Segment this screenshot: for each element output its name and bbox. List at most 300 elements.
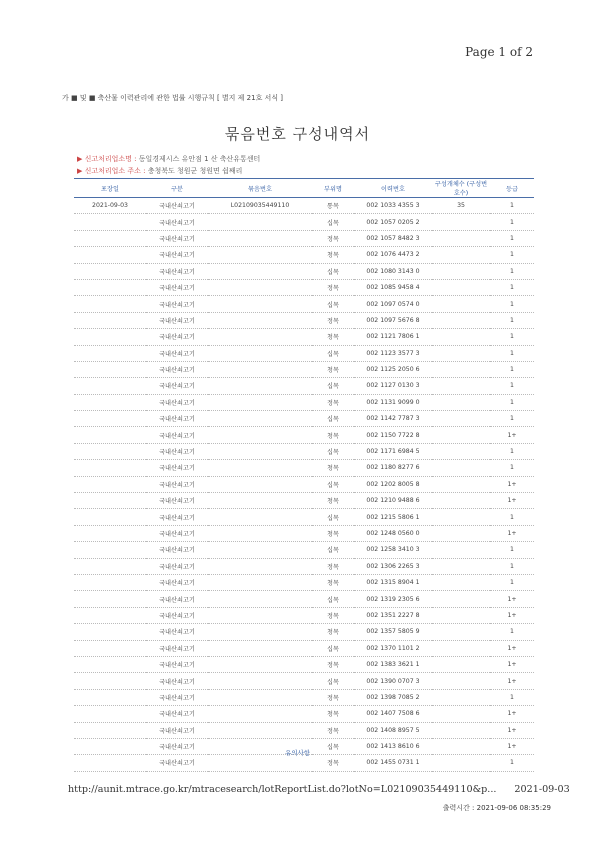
cell-count bbox=[432, 460, 490, 476]
cell-count bbox=[432, 673, 490, 689]
cell-part-name: 청목 bbox=[312, 427, 354, 443]
cell-lot-number bbox=[208, 345, 312, 361]
cell-pack-date bbox=[74, 230, 146, 246]
cell-pack-date bbox=[74, 722, 146, 738]
cell-part-name: 십목 bbox=[312, 640, 354, 656]
cell-grade: 1 bbox=[490, 394, 534, 410]
cell-part-name: 십목 bbox=[312, 738, 354, 754]
cell-category: 국내산쇠고기 bbox=[146, 198, 208, 214]
cell-pack-date bbox=[74, 460, 146, 476]
print-time-value: 2021-09-06 08:35:29 bbox=[476, 804, 551, 812]
table-row bbox=[74, 247, 534, 263]
cell-grade: 1 bbox=[490, 755, 534, 771]
cell-lot-number bbox=[208, 673, 312, 689]
cell-lot-number bbox=[208, 279, 312, 295]
cell-count bbox=[432, 329, 490, 345]
cell-lot-number bbox=[208, 214, 312, 230]
cell-trace-number: 002 1142 7787 3 bbox=[354, 411, 432, 427]
cell-count bbox=[432, 394, 490, 410]
cell-trace-number: 002 1057 0205 2 bbox=[354, 214, 432, 230]
cell-lot-number bbox=[208, 574, 312, 590]
header-lot-number: 묶음번호 bbox=[208, 179, 312, 198]
print-time-label: 출력시간 : bbox=[442, 804, 475, 812]
cell-count bbox=[432, 706, 490, 722]
cell-count bbox=[432, 656, 490, 672]
cell-trace-number: 002 1315 8904 1 bbox=[354, 574, 432, 590]
law-reference bbox=[62, 93, 283, 103]
table-row bbox=[74, 312, 534, 328]
cell-trace-number: 002 1171 6984 5 bbox=[354, 443, 432, 459]
cell-grade: 1+ bbox=[490, 722, 534, 738]
cell-pack-date bbox=[74, 361, 146, 377]
cell-trace-number: 002 1455 0731 1 bbox=[354, 755, 432, 771]
cell-category: 국내산쇠고기 bbox=[146, 738, 208, 754]
cell-lot-number bbox=[208, 706, 312, 722]
cell-category: 국내산쇠고기 bbox=[146, 656, 208, 672]
cell-lot-number bbox=[208, 411, 312, 427]
cell-lot-number bbox=[208, 656, 312, 672]
cell-pack-date bbox=[74, 673, 146, 689]
table-row bbox=[74, 427, 534, 443]
cell-part-name: 십목 bbox=[312, 214, 354, 230]
table-row bbox=[74, 411, 534, 427]
table-row bbox=[74, 624, 534, 640]
cell-category: 국내산쇠고기 bbox=[146, 247, 208, 263]
cell-trace-number: 002 1258 3410 3 bbox=[354, 542, 432, 558]
reporter-value: 동일경제시스 유안점 1 산 축산유통센터 bbox=[138, 155, 261, 163]
cell-lot-number bbox=[208, 509, 312, 525]
cell-trace-number: 002 1131 9099 0 bbox=[354, 394, 432, 410]
cell-part-name: 청목 bbox=[312, 460, 354, 476]
cell-grade: 1+ bbox=[490, 640, 534, 656]
cell-part-name: 정목 bbox=[312, 607, 354, 623]
cell-count bbox=[432, 574, 490, 590]
cell-pack-date bbox=[74, 542, 146, 558]
cell-trace-number: 002 1215 5806 1 bbox=[354, 509, 432, 525]
cell-trace-number: 002 1351 2227 8 bbox=[354, 607, 432, 623]
cell-trace-number: 002 1370 1101 2 bbox=[354, 640, 432, 656]
cell-grade: 1 bbox=[490, 558, 534, 574]
cell-pack-date bbox=[74, 443, 146, 459]
address-info bbox=[77, 166, 242, 176]
cell-trace-number: 002 1408 8957 5 bbox=[354, 722, 432, 738]
cell-pack-date bbox=[74, 279, 146, 295]
cell-pack-date bbox=[74, 591, 146, 607]
table-row bbox=[74, 558, 534, 574]
cell-category: 국내산쇠고기 bbox=[146, 361, 208, 377]
cell-part-name: 십목 bbox=[312, 476, 354, 492]
header-pack-date: 포장일 bbox=[74, 179, 146, 198]
table-row bbox=[74, 329, 534, 345]
cell-count bbox=[432, 476, 490, 492]
cell-pack-date bbox=[74, 574, 146, 590]
cell-lot-number bbox=[208, 525, 312, 541]
cell-pack-date: 2021-09-03 bbox=[74, 198, 146, 214]
cell-part-name: 청목 bbox=[312, 624, 354, 640]
cell-count bbox=[432, 263, 490, 279]
cell-lot-number bbox=[208, 640, 312, 656]
cell-lot-number bbox=[208, 607, 312, 623]
cell-category: 국내산쇠고기 bbox=[146, 345, 208, 361]
print-url-line bbox=[68, 784, 570, 795]
cell-category: 국내산쇠고기 bbox=[146, 607, 208, 623]
table-row bbox=[74, 263, 534, 279]
cell-category: 국내산쇠고기 bbox=[146, 689, 208, 705]
cell-count bbox=[432, 361, 490, 377]
cell-grade: 1 bbox=[490, 361, 534, 377]
cell-part-name: 십목 bbox=[312, 443, 354, 459]
cell-trace-number: 002 1076 4473 2 bbox=[354, 247, 432, 263]
cell-grade: 1 bbox=[490, 329, 534, 345]
cell-lot-number bbox=[208, 755, 312, 771]
cell-category: 국내산쇠고기 bbox=[146, 329, 208, 345]
cell-category: 국내산쇠고기 bbox=[146, 591, 208, 607]
cell-grade: 1+ bbox=[490, 476, 534, 492]
cell-trace-number: 002 1390 0707 3 bbox=[354, 673, 432, 689]
cell-pack-date bbox=[74, 558, 146, 574]
cell-lot-number bbox=[208, 476, 312, 492]
cell-pack-date bbox=[74, 493, 146, 509]
cell-pack-date bbox=[74, 378, 146, 394]
cell-pack-date bbox=[74, 607, 146, 623]
cell-pack-date bbox=[74, 640, 146, 656]
cell-count bbox=[432, 345, 490, 361]
cell-lot-number bbox=[208, 361, 312, 377]
cell-grade: 1 bbox=[490, 279, 534, 295]
cell-category: 국내산쇠고기 bbox=[146, 640, 208, 656]
cell-category: 국내산쇠고기 bbox=[146, 755, 208, 771]
cell-count bbox=[432, 525, 490, 541]
cell-grade: 1+ bbox=[490, 656, 534, 672]
cell-trace-number: 002 1398 7085 2 bbox=[354, 689, 432, 705]
table-row bbox=[74, 706, 534, 722]
cell-lot-number bbox=[208, 542, 312, 558]
cell-count bbox=[432, 509, 490, 525]
cell-trace-number: 002 1085 9458 4 bbox=[354, 279, 432, 295]
cell-grade: 1 bbox=[490, 230, 534, 246]
table-row bbox=[74, 542, 534, 558]
table-row bbox=[74, 493, 534, 509]
cell-count bbox=[432, 312, 490, 328]
cell-category: 국내산쇠고기 bbox=[146, 427, 208, 443]
cell-grade: 1 bbox=[490, 443, 534, 459]
cell-lot-number bbox=[208, 427, 312, 443]
cell-category: 국내산쇠고기 bbox=[146, 706, 208, 722]
cell-trace-number: 002 1123 3577 3 bbox=[354, 345, 432, 361]
cell-grade: 1+ bbox=[490, 738, 534, 754]
cell-count bbox=[432, 378, 490, 394]
cell-lot-number bbox=[208, 296, 312, 312]
address-label: ▶ 신고처리업소 주소 : bbox=[77, 167, 146, 175]
cell-part-name: 십목 bbox=[312, 345, 354, 361]
cell-grade: 1 bbox=[490, 378, 534, 394]
cell-part-name: 정목 bbox=[312, 656, 354, 672]
cell-count bbox=[432, 640, 490, 656]
cell-category: 국내산쇠고기 bbox=[146, 476, 208, 492]
cell-grade: 1+ bbox=[490, 607, 534, 623]
header-trace-number: 이력번호 bbox=[354, 179, 432, 198]
cell-part-name: 십목 bbox=[312, 296, 354, 312]
cell-part-name: 정목 bbox=[312, 755, 354, 771]
cell-category: 국내산쇠고기 bbox=[146, 493, 208, 509]
cell-part-name: 청목 bbox=[312, 329, 354, 345]
cell-category: 국내산쇠고기 bbox=[146, 509, 208, 525]
table-row bbox=[74, 525, 534, 541]
cell-lot-number bbox=[208, 329, 312, 345]
print-time bbox=[443, 803, 551, 813]
cell-trace-number: 002 1202 8005 8 bbox=[354, 476, 432, 492]
cell-grade: 1 bbox=[490, 509, 534, 525]
cell-lot-number bbox=[208, 624, 312, 640]
cell-trace-number: 002 1413 8610 6 bbox=[354, 738, 432, 754]
cell-trace-number: 002 1407 7508 6 bbox=[354, 706, 432, 722]
cell-lot-number bbox=[208, 394, 312, 410]
cell-part-name: 정목 bbox=[312, 722, 354, 738]
cell-trace-number: 002 1248 0560 0 bbox=[354, 525, 432, 541]
cell-count bbox=[432, 493, 490, 509]
cell-category: 국내산쇠고기 bbox=[146, 378, 208, 394]
cell-part-name: 청목 bbox=[312, 525, 354, 541]
cell-trace-number: 002 1383 3621 1 bbox=[354, 656, 432, 672]
cell-lot-number bbox=[208, 493, 312, 509]
cell-trace-number: 002 1150 7722 8 bbox=[354, 427, 432, 443]
cell-trace-number: 002 1319 2305 6 bbox=[354, 591, 432, 607]
cell-lot-number bbox=[208, 558, 312, 574]
cell-count bbox=[432, 214, 490, 230]
table-row bbox=[74, 378, 534, 394]
table-row bbox=[74, 509, 534, 525]
cell-grade: 1 bbox=[490, 624, 534, 640]
table-row bbox=[74, 656, 534, 672]
table-header-row bbox=[74, 179, 534, 198]
cell-category: 국내산쇠고기 bbox=[146, 525, 208, 541]
cell-category: 국내산쇠고기 bbox=[146, 411, 208, 427]
cell-pack-date bbox=[74, 329, 146, 345]
cell-lot-number bbox=[208, 247, 312, 263]
cell-part-name: 청목 bbox=[312, 493, 354, 509]
cell-count bbox=[432, 558, 490, 574]
cell-category: 국내산쇠고기 bbox=[146, 263, 208, 279]
cell-pack-date bbox=[74, 411, 146, 427]
cell-trace-number: 002 1033 4355 3 bbox=[354, 198, 432, 214]
cell-count bbox=[432, 443, 490, 459]
cell-grade: 1 bbox=[490, 411, 534, 427]
cell-part-name: 정목 bbox=[312, 230, 354, 246]
cell-part-name: 정목 bbox=[312, 394, 354, 410]
cell-part-name: 십목 bbox=[312, 378, 354, 394]
cell-lot-number bbox=[208, 443, 312, 459]
cell-count bbox=[432, 755, 490, 771]
cell-category: 국내산쇠고기 bbox=[146, 574, 208, 590]
reporter-info bbox=[77, 154, 260, 164]
cell-count: 35 bbox=[432, 198, 490, 214]
cell-pack-date bbox=[74, 312, 146, 328]
cell-count bbox=[432, 689, 490, 705]
cell-trace-number: 002 1097 5676 8 bbox=[354, 312, 432, 328]
cell-lot-number: L02109035449110 bbox=[208, 198, 312, 214]
cell-trace-number: 002 1210 9488 6 bbox=[354, 493, 432, 509]
cell-grade: 1 bbox=[490, 263, 534, 279]
cell-grade: 1 bbox=[490, 689, 534, 705]
cell-pack-date bbox=[74, 656, 146, 672]
cell-part-name: 청목 bbox=[312, 247, 354, 263]
cell-category: 국내산쇠고기 bbox=[146, 443, 208, 459]
cell-grade: 1 bbox=[490, 460, 534, 476]
header-grade: 등급 bbox=[490, 179, 534, 198]
cell-lot-number bbox=[208, 263, 312, 279]
cell-lot-number bbox=[208, 689, 312, 705]
table-row bbox=[74, 722, 534, 738]
cell-part-name: 십목 bbox=[312, 509, 354, 525]
cell-count bbox=[432, 722, 490, 738]
cell-pack-date bbox=[74, 509, 146, 525]
cell-trace-number: 002 1127 0130 3 bbox=[354, 378, 432, 394]
cell-part-name: 십목 bbox=[312, 542, 354, 558]
cell-grade: 1+ bbox=[490, 493, 534, 509]
table-row bbox=[74, 591, 534, 607]
cell-part-name: 정목 bbox=[312, 558, 354, 574]
cell-category: 국내산쇠고기 bbox=[146, 722, 208, 738]
cell-category: 국내산쇠고기 bbox=[146, 624, 208, 640]
cell-category: 국내산쇠고기 bbox=[146, 279, 208, 295]
cell-part-name: 청목 bbox=[312, 574, 354, 590]
cell-part-name: 청목 bbox=[312, 361, 354, 377]
cell-part-name: 청목 bbox=[312, 706, 354, 722]
cell-count bbox=[432, 296, 490, 312]
cell-lot-number bbox=[208, 460, 312, 476]
cell-part-name: 십목 bbox=[312, 673, 354, 689]
reporter-label: ▶ 신고처리업소명 : bbox=[77, 155, 137, 163]
cell-grade: 1+ bbox=[490, 673, 534, 689]
cell-grade: 1 bbox=[490, 247, 534, 263]
cell-pack-date bbox=[74, 427, 146, 443]
page-number: Page 1 of 2 bbox=[465, 45, 533, 59]
cell-part-name: 정목 bbox=[312, 689, 354, 705]
header-part-name: 부위명 bbox=[312, 179, 354, 198]
cell-grade: 1 bbox=[490, 312, 534, 328]
cell-trace-number: 002 1080 3143 0 bbox=[354, 263, 432, 279]
cell-part-name: 정목 bbox=[312, 312, 354, 328]
composition-table bbox=[74, 178, 534, 772]
cell-part-name: 통목 bbox=[312, 198, 354, 214]
cell-trace-number: 002 1180 8277 6 bbox=[354, 460, 432, 476]
table-row bbox=[74, 689, 534, 705]
cell-grade: 1+ bbox=[490, 525, 534, 541]
cell-category: 국내산쇠고기 bbox=[146, 312, 208, 328]
cell-count bbox=[432, 247, 490, 263]
table-row bbox=[74, 361, 534, 377]
cell-trace-number: 002 1057 8482 3 bbox=[354, 230, 432, 246]
cell-grade: 1 bbox=[490, 214, 534, 230]
cell-pack-date bbox=[74, 214, 146, 230]
cell-part-name: 십목 bbox=[312, 591, 354, 607]
cell-grade: 1+ bbox=[490, 427, 534, 443]
cell-grade: 1 bbox=[490, 296, 534, 312]
cell-category: 국내산쇠고기 bbox=[146, 296, 208, 312]
cell-category: 국내산쇠고기 bbox=[146, 542, 208, 558]
cell-pack-date bbox=[74, 706, 146, 722]
table-row bbox=[74, 460, 534, 476]
cell-grade: 1+ bbox=[490, 706, 534, 722]
cell-pack-date bbox=[74, 394, 146, 410]
cell-trace-number: 002 1306 2265 3 bbox=[354, 558, 432, 574]
cell-count bbox=[432, 591, 490, 607]
cell-pack-date bbox=[74, 476, 146, 492]
law-reference-text: 가 ■ 및 ■ 축산물 이력관리에 관한 법률 시행규칙 [ 별지 제 21호 서식 ] bbox=[62, 94, 284, 102]
cell-pack-date bbox=[74, 755, 146, 771]
cell-pack-date bbox=[74, 689, 146, 705]
cell-grade: 1 bbox=[490, 198, 534, 214]
table-row bbox=[74, 640, 534, 656]
cell-lot-number bbox=[208, 378, 312, 394]
cell-lot-number bbox=[208, 722, 312, 738]
cell-pack-date bbox=[74, 624, 146, 640]
cell-pack-date bbox=[74, 247, 146, 263]
cell-part-name: 정목 bbox=[312, 279, 354, 295]
table-row bbox=[74, 296, 534, 312]
print-date: 2021-09-03 bbox=[514, 784, 570, 795]
cell-category: 국내산쇠고기 bbox=[146, 214, 208, 230]
table-row bbox=[74, 394, 534, 410]
table-row bbox=[74, 755, 534, 771]
cell-count bbox=[432, 279, 490, 295]
table-row bbox=[74, 230, 534, 246]
cell-count bbox=[432, 411, 490, 427]
cell-trace-number: 002 1125 2050 6 bbox=[354, 361, 432, 377]
header-count: 구성개체수 (구성번호수) bbox=[432, 179, 490, 198]
cell-part-name: 십목 bbox=[312, 263, 354, 279]
table-row bbox=[74, 574, 534, 590]
table-row bbox=[74, 345, 534, 361]
cell-count bbox=[432, 427, 490, 443]
cell-pack-date bbox=[74, 345, 146, 361]
cell-category: 국내산쇠고기 bbox=[146, 230, 208, 246]
document-title: 묶음번호 구성내역서 bbox=[224, 125, 371, 143]
cell-category: 국내산쇠고기 bbox=[146, 558, 208, 574]
cell-grade: 1 bbox=[490, 542, 534, 558]
table-row bbox=[74, 607, 534, 623]
cell-category: 국내산쇠고기 bbox=[146, 460, 208, 476]
cell-grade: 1 bbox=[490, 345, 534, 361]
cell-lot-number bbox=[208, 591, 312, 607]
address-value: 충청북도 청원군 청원면 쉽째리 bbox=[147, 167, 243, 175]
cell-count bbox=[432, 230, 490, 246]
table-row bbox=[74, 443, 534, 459]
cell-count bbox=[432, 542, 490, 558]
cell-pack-date bbox=[74, 525, 146, 541]
cell-pack-date bbox=[74, 263, 146, 279]
cell-count bbox=[432, 624, 490, 640]
table-row bbox=[74, 673, 534, 689]
cell-category: 국내산쇠고기 bbox=[146, 394, 208, 410]
cell-part-name: 십목 bbox=[312, 411, 354, 427]
cell-pack-date bbox=[74, 296, 146, 312]
table-row bbox=[74, 198, 534, 214]
notice-label: 유의사항 bbox=[284, 749, 311, 757]
table-row bbox=[74, 279, 534, 295]
cell-trace-number: 002 1121 7806 1 bbox=[354, 329, 432, 345]
cell-category: 국내산쇠고기 bbox=[146, 673, 208, 689]
header-category: 구분 bbox=[146, 179, 208, 198]
cell-trace-number: 002 1097 0574 0 bbox=[354, 296, 432, 312]
cell-grade: 1 bbox=[490, 574, 534, 590]
table-row bbox=[74, 476, 534, 492]
cell-trace-number: 002 1357 5805 9 bbox=[354, 624, 432, 640]
cell-grade: 1+ bbox=[490, 591, 534, 607]
table-row bbox=[74, 214, 534, 230]
cell-lot-number bbox=[208, 230, 312, 246]
cell-lot-number bbox=[208, 312, 312, 328]
